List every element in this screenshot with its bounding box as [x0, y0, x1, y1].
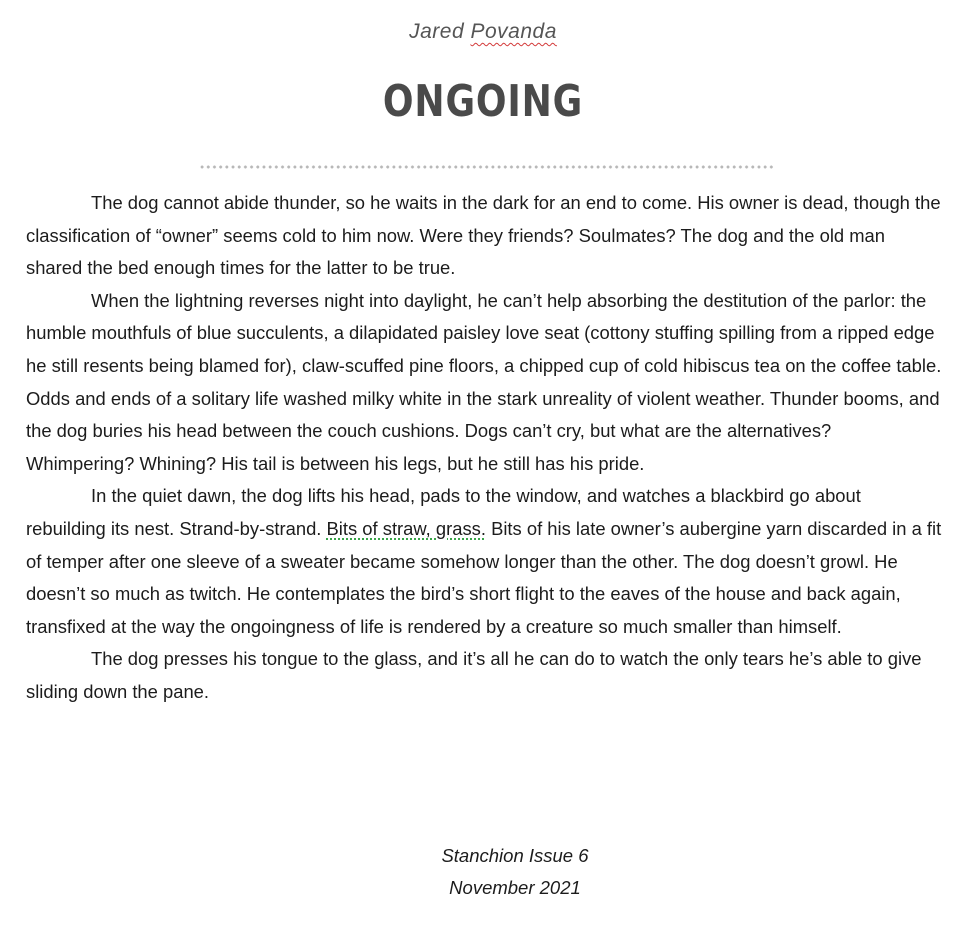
paragraph-3 — [26, 480, 944, 643]
paragraph-1: The dog cannot abide thunder, so he waits in the dark for an end to come. His owner is dead, though the classification of “owner” seems cold to him now. Were they friends? Soulmates? The dog and the old man shared the bed enough times for the latter to be true. — [26, 192, 941, 279]
author-byline — [0, 20, 966, 44]
paragraph-3-text-start: In the quiet dawn, the dog lifts his head, pads to the window, and watches a blackbird go about rebuilding its nest. Strand-by-strand. — [26, 485, 861, 539]
paragraph-2: When the lightning reverses night into daylight, he can’t help absorbing the destitution of the parlor: the humble mouthfuls of blue succulents, a dilapidated paisley love seat (cottony stuffing spilling from a ripped edge he still resents being blamed for), claw-scuffed pine floors, a chipped cup of cold hibiscus tea on the coffee table. Odds and ends of a solitary life washed milky white in the stark unreality of violent weather. Thunder booms, and the dog buries his head between the couch cushions. Dogs can’t cry, but what are the alternatives? Whimpering? Whining? His tail is between his legs, but he still has his pride. — [26, 289, 942, 474]
story-title: ONGOING — [382, 76, 584, 127]
publication-name: Stanchion Issue 6 — [441, 845, 589, 866]
dotted-divider — [199, 165, 773, 169]
grammar-flagged-phrase[interactable]: Bits of straw, grass. — [326, 517, 486, 539]
publication-footer — [0, 840, 980, 904]
paragraph-3-text-end: Bits of his late owner’s aubergine yarn discarded in a fit of temper after one sleeve of a sweater became somehow longer than the other. The dog doesn’t growl. He doesn’t so much as twitch. He contemplates the bird’s short flight to the eaves of the house and back again, transfixed at the way the ongoingness of life is rendered by a creature so much smaller than himself. — [26, 517, 942, 637]
author-last-name-misspelled[interactable]: Povanda — [470, 20, 557, 43]
author-first-name: Jared — [409, 20, 465, 43]
publication-date: November 2021 — [449, 877, 581, 898]
paragraph-4: The dog presses his tongue to the glass, and it’s all he can do to watch the only tears he’s able to give sliding down the pane. — [26, 648, 922, 702]
story-body[interactable] — [26, 187, 944, 709]
